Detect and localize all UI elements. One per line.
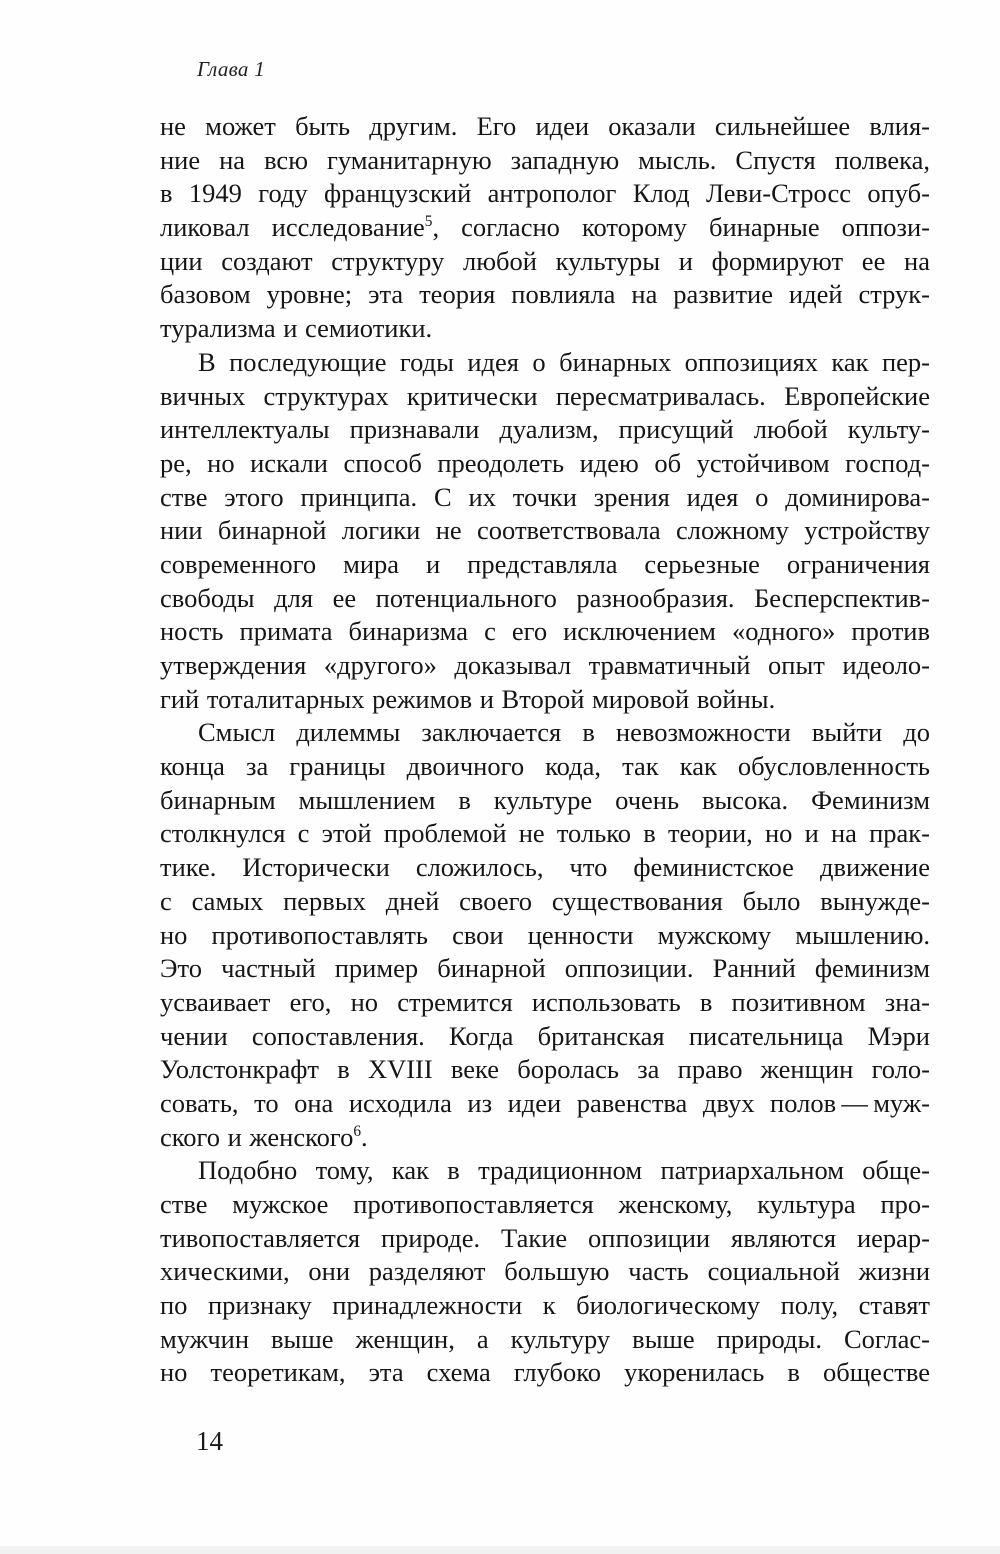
text-line: ского и женского$^6$. xyxy=(160,1121,368,1152)
text-line: гий тоталитарных режимов и Второй мировой войны. xyxy=(160,683,776,714)
text-line: с самых первых дней своего существования было вынужде- xyxy=(160,885,930,916)
text-line: усваивает его, но стремится использовать в позитивном зна- xyxy=(160,986,930,1017)
text-line: по признаку принадлежности к биологическому полу, ставят xyxy=(160,1290,930,1321)
text-line: Подобно тому, как в традиционном патриархальном обще- xyxy=(198,1155,930,1186)
text-line: Уолстонкрафт в XVIII веке боролась за право женщин голо- xyxy=(160,1054,930,1085)
text-line: нии бинарной логики не соответствовала сложному устройству xyxy=(160,515,930,546)
text-line: хическими, они разделяют большую часть социальной жизни xyxy=(160,1256,930,1287)
text-line: ликовал исследование$^5$, согласно которому бинарные оппози- xyxy=(160,212,930,243)
text-line: современного мира и представляла серьезные ограничения xyxy=(160,548,930,579)
text-line: но теоретикам, эта схема глубоко укоренилась в обществе xyxy=(160,1357,930,1388)
paragraph xyxy=(160,716,930,1154)
text-line: тивопоставляется природе. Такие оппозиции являются иерар- xyxy=(160,1222,930,1253)
text-line: бинарным мышлением в культуре очень высока. Феминизм xyxy=(160,784,930,815)
chapter-header: Глава 1 xyxy=(197,57,266,81)
text-line: Смысл дилеммы заключается в невозможности выйти до xyxy=(198,717,930,748)
text-line: совать, то она исходила из идеи равенства двух полов — муж- xyxy=(160,1087,930,1118)
text-line: В последующие годы идея о бинарных оппозициях как пер- xyxy=(198,346,930,377)
text-line: мужчин выше женщин, а культуру выше природы. Соглас- xyxy=(160,1323,930,1354)
text-line: чении сопоставления. Когда британская писательница Мэри xyxy=(160,1020,930,1051)
text-line: конца за границы двоичного кода, так как обусловленность xyxy=(160,751,930,782)
paragraph xyxy=(160,1154,930,1390)
text-line: базовом уровне; эта теория повлияла на развитие идей струк- xyxy=(160,279,930,310)
text-line: ние на всю гуманитарную западную мысль. Спустя полвека, xyxy=(160,144,930,175)
text-line: но противопоставлять свои ценности мужскому мышлению. xyxy=(160,919,930,950)
page-bottom-edge xyxy=(0,1546,1000,1554)
text-line: тике. Исторически сложилось, что феминистское движение xyxy=(160,852,930,883)
text-line: ность примата бинаризма с его исключением «одного» против xyxy=(160,616,930,647)
footnote-ref: 5 xyxy=(424,213,433,231)
text-line: ции создают структуру любой культуры и формируют ее на xyxy=(160,245,930,276)
text-line: интеллектуалы признавали дуализм, присущий любой культу- xyxy=(160,414,930,445)
text-line: в 1949 году французский антрополог Клод Леви-Стросс опуб- xyxy=(160,178,930,209)
text-line: Это частный пример бинарной оппозиции. Ранний феминизм xyxy=(160,953,930,984)
text-line: ре, но искали способ преодолеть идею об устойчивом господ- xyxy=(160,447,930,478)
text-line: стве мужское противопоставляется женскому, культура про- xyxy=(160,1189,930,1219)
text-line: турализма и семиотики. xyxy=(160,313,433,344)
text-line: вичных структурах критически пересматривалась. Европейские xyxy=(160,380,930,411)
text-line: свободы для ее потенциального разнообразия. Бесперспектив- xyxy=(160,582,930,613)
text-line: утверждения «другого» доказывал травматичный опыт идеоло- xyxy=(160,650,930,680)
footnote-ref: 6 xyxy=(353,1122,362,1140)
text-line: стве этого принципа. С их точки зрения идея о доминирова- xyxy=(160,481,930,512)
page-number: 14 xyxy=(196,1426,223,1456)
paragraph xyxy=(160,110,930,346)
body-text xyxy=(160,110,930,1390)
text-line: не может быть другим. Его идеи оказали сильнейшее влия- xyxy=(160,111,930,141)
text-line: столкнулся с этой проблемой не только в теории, но и на прак- xyxy=(160,818,930,849)
paragraph xyxy=(160,346,930,717)
